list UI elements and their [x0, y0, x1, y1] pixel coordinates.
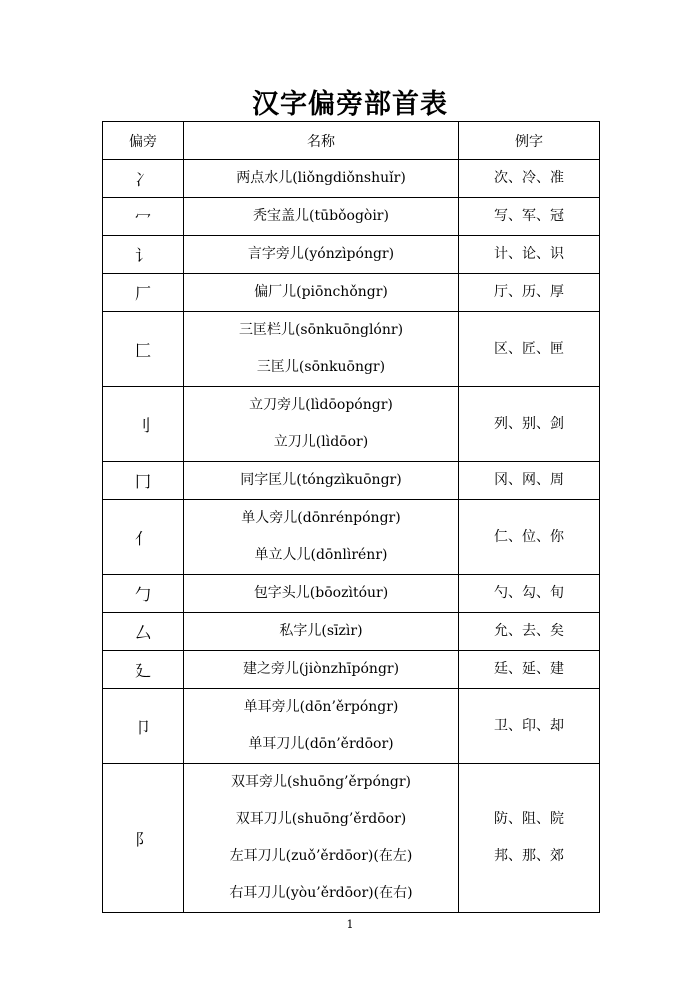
- table-row: [103, 462, 600, 500]
- radical-name: 私字儿(sīzìr): [279, 623, 363, 639]
- radical-name: 单立人儿(dōnlìrénr): [254, 547, 388, 563]
- examples-cell: [459, 160, 600, 198]
- example-characters: 冈、网、周: [494, 472, 564, 488]
- radicals-table: [102, 121, 600, 913]
- table-row: [103, 651, 600, 689]
- radical-name: 包字头儿(bōozìtóur): [253, 585, 389, 601]
- radical-name: 单耳旁儿(dōn’ěrpóngr): [243, 699, 399, 715]
- radical-cell: 刂: [103, 387, 184, 462]
- example-characters: 计、论、识: [494, 246, 564, 262]
- example-characters: 列、别、剑: [494, 415, 564, 432]
- radical-name: 两点水儿(liǒngdiǒnshuǐr): [236, 170, 406, 186]
- table-row: [103, 160, 600, 198]
- header-name: 名称: [184, 122, 459, 160]
- table-row: [103, 764, 600, 913]
- radical-cell: 亻: [103, 500, 184, 575]
- example-characters: 邦、那、郊: [494, 848, 564, 864]
- examples-cell: [459, 236, 600, 274]
- radical-name: 秃宝盖儿(tūbǒogòir): [253, 208, 389, 224]
- radical-name: 双耳刀儿(shuōng’ěrdōor): [235, 811, 407, 827]
- page-number: 1: [346, 918, 354, 931]
- table-row: [103, 236, 600, 274]
- example-characters: 仁、位、你: [494, 528, 564, 545]
- example-characters: 写、军、冠: [494, 208, 564, 224]
- name-cell: [184, 462, 459, 500]
- examples-cell: [459, 198, 600, 236]
- radical-cell: 匚: [103, 312, 184, 387]
- radical-name: 立刀儿(lìdōor): [273, 434, 369, 450]
- table-row: [103, 575, 600, 613]
- radical-cell: 讠: [103, 236, 184, 274]
- radical-cell: 冖: [103, 198, 184, 236]
- examples-cell: [459, 764, 600, 913]
- name-cell: [184, 613, 459, 651]
- name-cell: [184, 312, 459, 387]
- name-cell: [184, 500, 459, 575]
- name-cell: [184, 274, 459, 312]
- name-cell: [184, 764, 459, 913]
- example-characters: 次、冷、准: [494, 170, 564, 186]
- name-cell: [184, 198, 459, 236]
- radical-name: 右耳刀儿(yòu’ěrdōor)(在右): [229, 885, 413, 901]
- table-row: [103, 613, 600, 651]
- radical-name: 同字匡儿(tóngzìkuōngr): [240, 472, 402, 488]
- name-cell: [184, 236, 459, 274]
- radical-name: 左耳刀儿(zuǒ’ěrdōor)(在左): [229, 848, 413, 864]
- example-characters: 勺、勾、旬: [494, 585, 564, 601]
- name-cell: [184, 160, 459, 198]
- radical-cell: 廴: [103, 651, 184, 689]
- name-cell: [184, 575, 459, 613]
- radical-name: 三匡儿(sōnkuōngr): [256, 359, 386, 375]
- example-characters: 廷、延、建: [494, 661, 564, 677]
- example-characters: 卫、印、却: [494, 717, 564, 734]
- examples-cell: [459, 613, 600, 651]
- table-row: [103, 274, 600, 312]
- radical-cell: 阝: [103, 764, 184, 913]
- table-row: [103, 387, 600, 462]
- radical-name: 双耳旁儿(shuōng’ěrpóngr): [230, 774, 412, 790]
- examples-cell: [459, 651, 600, 689]
- header-row: [103, 122, 600, 160]
- table-row: [103, 198, 600, 236]
- examples-cell: [459, 500, 600, 575]
- header-radical: 偏旁: [103, 122, 184, 160]
- example-characters: 防、阻、院: [494, 811, 564, 827]
- examples-cell: [459, 387, 600, 462]
- header-examples: 例字: [459, 122, 600, 160]
- radical-name: 三匡栏儿(sōnkuōnglónr): [238, 322, 404, 338]
- example-characters: 允、去、矣: [494, 623, 564, 639]
- radical-name: 言字旁儿(yónzìpóngr): [247, 246, 395, 262]
- examples-cell: [459, 575, 600, 613]
- radical-cell: 勹: [103, 575, 184, 613]
- radical-name: 偏厂儿(piōnchǒngr): [254, 284, 388, 300]
- radical-name: 立刀旁儿(lìdōopóngr): [249, 397, 393, 413]
- page-title: 汉字偏旁部首表: [252, 89, 448, 120]
- example-characters: 区、匠、匣: [494, 340, 564, 357]
- name-cell: [184, 651, 459, 689]
- radical-name: 单耳刀儿(dōn’ěrdōor): [248, 736, 394, 752]
- example-characters: 厅、历、厚: [494, 284, 564, 300]
- radical-name: 单人旁儿(dōnrénpóngr): [241, 510, 401, 526]
- table-row: [103, 500, 600, 575]
- radical-cell: 厶: [103, 613, 184, 651]
- table-body: [103, 160, 600, 913]
- name-cell: [184, 387, 459, 462]
- table-row: [103, 689, 600, 764]
- radical-cell: 厂: [103, 274, 184, 312]
- table-row: [103, 312, 600, 387]
- name-cell: [184, 689, 459, 764]
- examples-cell: [459, 689, 600, 764]
- examples-cell: [459, 274, 600, 312]
- radical-cell: 冫: [103, 160, 184, 198]
- radical-cell: 冂: [103, 462, 184, 500]
- radical-cell: 卩: [103, 689, 184, 764]
- radical-name: 建之旁儿(jiònzhīpóngr): [242, 661, 400, 677]
- examples-cell: [459, 462, 600, 500]
- examples-cell: [459, 312, 600, 387]
